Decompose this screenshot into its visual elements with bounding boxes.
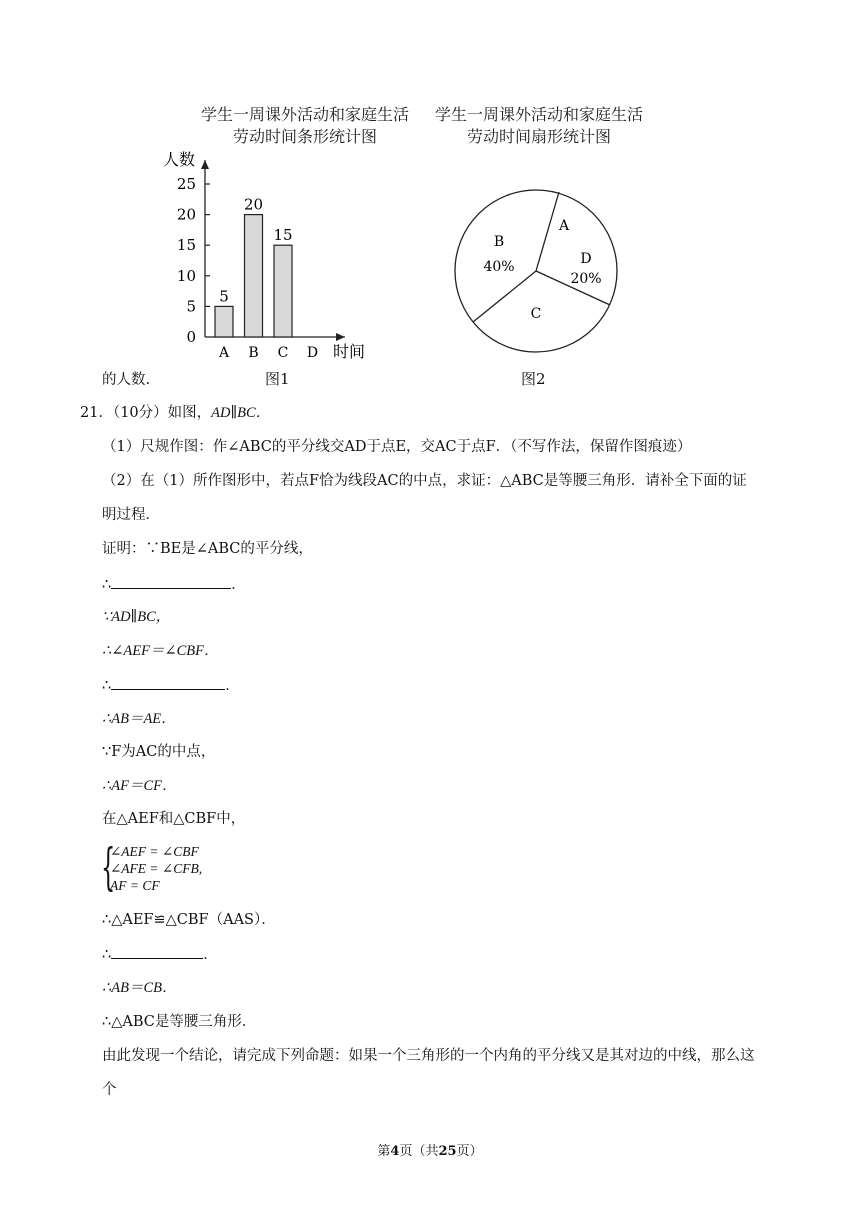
proof-step-f-midpoint: ∵F为AC的中点， xyxy=(102,744,216,760)
bar-title-line1: 学生一周课外活动和家庭生活 xyxy=(200,105,409,124)
period: ． xyxy=(231,577,246,593)
footer-suffix: 页） xyxy=(456,1144,483,1159)
prev-question-tail: 的人数. xyxy=(102,372,151,388)
proof-step-aef-cbf: ∴∠AEF＝∠CBF． xyxy=(102,643,219,659)
pie-label-a: A xyxy=(558,218,570,234)
therefore-symbol: ∴ xyxy=(102,678,112,694)
proof-step-ab-ae: ∴AB＝AE． xyxy=(102,711,176,727)
y-tick-label: 5 xyxy=(186,297,196,316)
answer-blank-1[interactable] xyxy=(111,574,231,589)
bar xyxy=(215,306,233,337)
pie-chart-title xyxy=(424,104,654,148)
bar-chart-title xyxy=(190,104,420,148)
proof-blank-1-line xyxy=(102,574,246,595)
question-21-header xyxy=(80,403,270,423)
bar-chart-bars xyxy=(215,196,293,337)
footer-page-number: 4 xyxy=(390,1144,400,1159)
question-number: 21． xyxy=(80,405,113,421)
bar xyxy=(274,245,292,337)
conclusion-line1: 由此发现一个结论，请完成下列命题：如果一个三角形的一个内角的平分线又是其对边的中线，那么这 xyxy=(102,1048,755,1064)
pie-label-b: B xyxy=(493,234,505,250)
bar-chart xyxy=(150,148,380,370)
pie-percent-b: 40% xyxy=(483,259,515,275)
part-1-text: （1）尺规作图：作∠ABC的平分线交AD于点E，交AC于点F．（不写作法，保留作图痕迹） xyxy=(102,439,692,455)
x-tick-label: B xyxy=(248,345,259,361)
y-tick-label: 15 xyxy=(176,236,196,255)
x-tick-label: D xyxy=(306,345,319,361)
pie-title-line1: 学生一周课外活动和家庭生活 xyxy=(434,105,643,124)
pie-label-c: C xyxy=(530,306,542,322)
y-tick-label: 25 xyxy=(176,175,196,193)
bar-data-label: 5 xyxy=(219,287,229,306)
proof-step-in-triangles: 在△AEF和△CBF中， xyxy=(102,811,246,827)
pie-chart-caption: 图2 xyxy=(521,370,546,388)
y-axis-arrow xyxy=(201,160,209,169)
bar-chart-ylabel: 人数 xyxy=(163,150,196,169)
proof-start: 证明：∵BE是∠ABC的平分线， xyxy=(102,541,313,557)
period: ． xyxy=(203,947,218,963)
conclusion-line2: 个 xyxy=(102,1082,117,1098)
proof-blank-3-line xyxy=(102,944,218,965)
proof-blank-2-line xyxy=(102,675,240,696)
pie-chart xyxy=(450,188,626,364)
page-footer xyxy=(0,1140,860,1159)
period: ． xyxy=(225,678,240,694)
system-line-2: ∠AFE = ∠CFB, xyxy=(110,861,203,876)
footer-mid: 页（共 xyxy=(399,1144,439,1159)
question-given: AD∥BC． xyxy=(211,405,271,421)
therefore-symbol: ∴ xyxy=(102,947,112,963)
answer-blank-3[interactable] xyxy=(111,944,203,959)
pie-divider-c-b xyxy=(473,271,536,322)
bar-chart-xlabel: 时间 xyxy=(333,342,366,361)
bar-title-line2: 劳动时间条形统计图 xyxy=(232,127,377,146)
proof-step-ad-bc: ∵AD∥BC， xyxy=(102,609,171,625)
pie-divider-a-d xyxy=(536,192,559,271)
pie-label-d: D xyxy=(580,251,592,267)
brace-symbol: { xyxy=(101,838,116,896)
x-tick-label: C xyxy=(277,345,289,361)
footer-prefix: 第 xyxy=(377,1144,391,1159)
system-line-1: ∠AEF = ∠CBF xyxy=(110,844,199,859)
bar-data-label: 20 xyxy=(243,195,264,214)
proof-step-ab-cb: ∴AB＝CB． xyxy=(102,980,177,996)
part-2-text-line1: （2）在（1）所作图形中，若点F恰为线段AC的中点，求证：△ABC是等腰三角形．请补全下面的证 xyxy=(102,473,747,489)
y-tick-label: 10 xyxy=(176,266,196,285)
y-tick-label: 0 xyxy=(186,328,196,346)
bar-chart-caption: 图1 xyxy=(265,370,290,388)
therefore-symbol: ∴ xyxy=(102,577,112,593)
proof-step-af-cf: ∴AF＝CF． xyxy=(102,778,177,794)
y-tick-label: 20 xyxy=(176,205,196,224)
pie-title-line2: 劳动时间扇形统计图 xyxy=(466,127,611,146)
x-tick-label: A xyxy=(218,345,230,361)
footer-total-pages: 25 xyxy=(438,1144,457,1159)
proof-step-congruent: ∴△AEF≌△CBF（AAS）． xyxy=(102,912,276,928)
answer-blank-2[interactable] xyxy=(111,675,225,690)
part-2-text-line2: 明过程． xyxy=(102,507,160,523)
pie-percent-d: 20% xyxy=(570,271,602,287)
x-axis-arrow xyxy=(336,333,345,341)
proof-step-isosceles: ∴△ABC是等腰三角形． xyxy=(102,1014,257,1030)
question-score: （10分）如图， xyxy=(112,405,212,421)
bar-data-label: 15 xyxy=(273,226,293,245)
bar xyxy=(245,215,263,337)
system-line-3: AF = CF xyxy=(110,878,160,893)
